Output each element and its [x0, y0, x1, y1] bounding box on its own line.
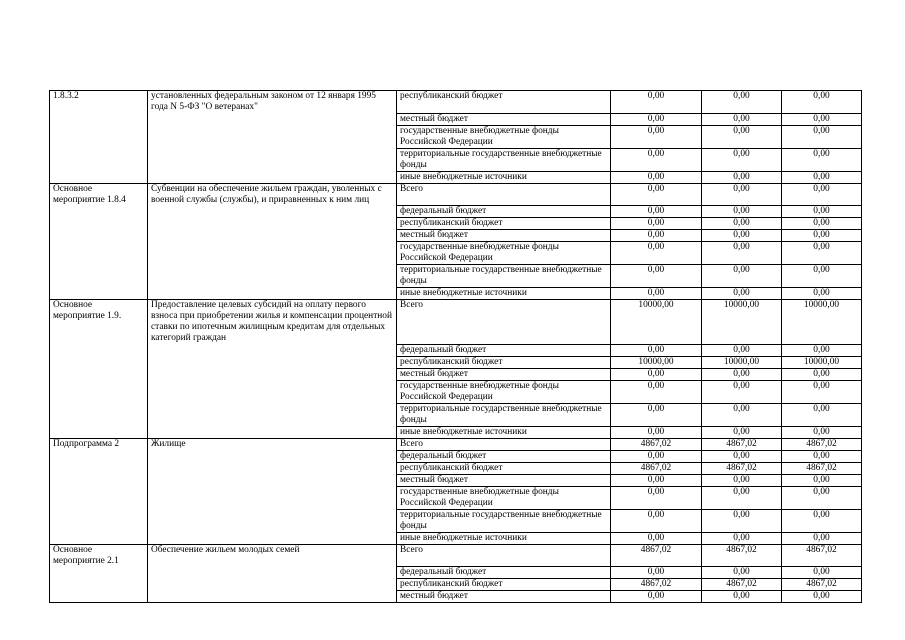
- program-title-cell: [148, 206, 397, 218]
- program-code-cell: Основное мероприятие 1.8.4: [50, 183, 148, 206]
- program-code-cell: [50, 403, 148, 426]
- amount-cell-1: 0,00: [611, 265, 702, 288]
- program-title-cell: [148, 148, 397, 171]
- amount-cell-2: 0,00: [702, 450, 782, 462]
- funding-source-cell: республиканский бюджет: [397, 91, 611, 114]
- table-row: [50, 300, 862, 345]
- program-title-cell: [148, 368, 397, 380]
- table-row: [50, 509, 862, 532]
- program-code-cell: [50, 125, 148, 148]
- amount-cell-1: 10000,00: [611, 356, 702, 368]
- amount-cell-1: 4867,02: [611, 579, 702, 591]
- amount-cell-2: 0,00: [702, 125, 782, 148]
- program-title-cell: [148, 403, 397, 426]
- program-title-cell: [148, 265, 397, 288]
- program-code-cell: [50, 148, 148, 171]
- funding-source-cell: государственные внебюджетные фонды Российской Федерации: [397, 486, 611, 509]
- amount-cell-1: 4867,02: [611, 544, 702, 567]
- funding-source-cell: территориальные государственные внебюджетные фонды: [397, 148, 611, 171]
- funding-source-cell: федеральный бюджет: [397, 206, 611, 218]
- table-row: [50, 450, 862, 462]
- program-code-cell: [50, 380, 148, 403]
- amount-cell-3: 0,00: [782, 380, 862, 403]
- program-title-cell: [148, 230, 397, 242]
- amount-cell-3: 0,00: [782, 242, 862, 265]
- amount-cell-3: 0,00: [782, 218, 862, 230]
- funding-source-cell: республиканский бюджет: [397, 462, 611, 474]
- amount-cell-2: 10000,00: [702, 300, 782, 345]
- amount-cell-3: 0,00: [782, 368, 862, 380]
- amount-cell-2: 4867,02: [702, 462, 782, 474]
- program-title-cell: [148, 474, 397, 486]
- funding-source-cell: республиканский бюджет: [397, 356, 611, 368]
- funding-source-cell: иные внебюджетные источники: [397, 171, 611, 183]
- funding-source-cell: государственные внебюджетные фонды Российской Федерации: [397, 242, 611, 265]
- amount-cell-3: 0,00: [782, 230, 862, 242]
- amount-cell-3: 0,00: [782, 183, 862, 206]
- program-code-cell: [50, 218, 148, 230]
- funding-source-cell: местный бюджет: [397, 591, 611, 603]
- program-code-cell: [50, 230, 148, 242]
- amount-cell-1: 0,00: [611, 218, 702, 230]
- program-code-cell: [50, 288, 148, 300]
- funding-source-cell: местный бюджет: [397, 230, 611, 242]
- amount-cell-3: 0,00: [782, 403, 862, 426]
- amount-cell-3: 0,00: [782, 206, 862, 218]
- amount-cell-2: 0,00: [702, 242, 782, 265]
- amount-cell-3: 10000,00: [782, 356, 862, 368]
- amount-cell-3: 0,00: [782, 486, 862, 509]
- amount-cell-3: 4867,02: [782, 544, 862, 567]
- program-title-cell: Обеспечение жильем молодых семей: [148, 544, 397, 567]
- program-title-cell: [148, 242, 397, 265]
- table-row: [50, 438, 862, 450]
- program-code-cell: Подпрограмма 2: [50, 438, 148, 450]
- funding-source-cell: Всего: [397, 300, 611, 345]
- amount-cell-3: 10000,00: [782, 300, 862, 345]
- amount-cell-3: 0,00: [782, 91, 862, 114]
- table-row: [50, 380, 862, 403]
- amount-cell-2: 0,00: [702, 380, 782, 403]
- program-code-cell: [50, 426, 148, 438]
- amount-cell-2: 4867,02: [702, 544, 782, 567]
- program-code-cell: 1.8.3.2: [50, 91, 148, 114]
- table-row: [50, 591, 862, 603]
- amount-cell-1: 0,00: [611, 344, 702, 356]
- program-code-cell: [50, 532, 148, 544]
- amount-cell-2: 0,00: [702, 403, 782, 426]
- amount-cell-1: 10000,00: [611, 300, 702, 345]
- amount-cell-3: 0,00: [782, 288, 862, 300]
- program-title-cell: [148, 344, 397, 356]
- amount-cell-1: 0,00: [611, 288, 702, 300]
- funding-source-cell: федеральный бюджет: [397, 567, 611, 579]
- table-row: [50, 474, 862, 486]
- amount-cell-2: 0,00: [702, 368, 782, 380]
- amount-cell-2: 0,00: [702, 486, 782, 509]
- table-row: [50, 356, 862, 368]
- amount-cell-1: 0,00: [611, 426, 702, 438]
- program-code-cell: [50, 242, 148, 265]
- funding-source-cell: Всего: [397, 183, 611, 206]
- program-code-cell: [50, 368, 148, 380]
- funding-source-cell: государственные внебюджетные фонды Российской Федерации: [397, 125, 611, 148]
- amount-cell-3: 4867,02: [782, 462, 862, 474]
- amount-cell-2: 4867,02: [702, 438, 782, 450]
- amount-cell-3: 4867,02: [782, 438, 862, 450]
- funding-source-cell: федеральный бюджет: [397, 344, 611, 356]
- table-body: [50, 91, 862, 603]
- funding-source-cell: государственные внебюджетные фонды Российской Федерации: [397, 380, 611, 403]
- program-code-cell: [50, 579, 148, 591]
- amount-cell-1: 0,00: [611, 125, 702, 148]
- program-title-cell: [148, 125, 397, 148]
- amount-cell-1: 4867,02: [611, 462, 702, 474]
- amount-cell-1: 0,00: [611, 403, 702, 426]
- program-title-cell: установленных федеральным законом от 12 января 1995 года N 5-ФЗ "О ветеранах": [148, 91, 397, 114]
- amount-cell-2: 0,00: [702, 113, 782, 125]
- amount-cell-1: 0,00: [611, 171, 702, 183]
- program-code-cell: [50, 474, 148, 486]
- amount-cell-3: 0,00: [782, 474, 862, 486]
- amount-cell-2: 0,00: [702, 148, 782, 171]
- table-row: [50, 230, 862, 242]
- program-code-cell: [50, 567, 148, 579]
- program-title-cell: [148, 509, 397, 532]
- amount-cell-2: 4867,02: [702, 579, 782, 591]
- table-row: [50, 265, 862, 288]
- amount-cell-3: 0,00: [782, 171, 862, 183]
- table-row: [50, 426, 862, 438]
- amount-cell-2: 0,00: [702, 567, 782, 579]
- table-row: [50, 125, 862, 148]
- funding-source-cell: местный бюджет: [397, 113, 611, 125]
- amount-cell-3: 0,00: [782, 567, 862, 579]
- amount-cell-3: 0,00: [782, 450, 862, 462]
- program-title-cell: [148, 567, 397, 579]
- program-title-cell: [148, 591, 397, 603]
- amount-cell-1: 0,00: [611, 380, 702, 403]
- program-title-cell: Субвенции на обеспечение жильем граждан, уволенных с военной службы (службы), и приравненных к ним лиц: [148, 183, 397, 206]
- table-row: [50, 206, 862, 218]
- amount-cell-1: 4867,02: [611, 438, 702, 450]
- funding-source-cell: территориальные государственные внебюджетные фонды: [397, 265, 611, 288]
- amount-cell-2: 0,00: [702, 288, 782, 300]
- amount-cell-3: 0,00: [782, 148, 862, 171]
- table-row: [50, 486, 862, 509]
- amount-cell-1: 0,00: [611, 532, 702, 544]
- amount-cell-2: 0,00: [702, 171, 782, 183]
- program-code-cell: Основное мероприятие 1.9.: [50, 300, 148, 345]
- amount-cell-3: 0,00: [782, 265, 862, 288]
- amount-cell-3: 0,00: [782, 532, 862, 544]
- program-code-cell: [50, 206, 148, 218]
- funding-source-cell: иные внебюджетные источники: [397, 532, 611, 544]
- program-title-cell: [148, 486, 397, 509]
- table-row: [50, 148, 862, 171]
- program-code-cell: [50, 486, 148, 509]
- program-title-cell: [148, 171, 397, 183]
- program-title-cell: [148, 450, 397, 462]
- funding-source-cell: Всего: [397, 544, 611, 567]
- program-code-cell: [50, 462, 148, 474]
- amount-cell-3: 0,00: [782, 426, 862, 438]
- amount-cell-1: 0,00: [611, 486, 702, 509]
- amount-cell-2: 10000,00: [702, 356, 782, 368]
- amount-cell-1: 0,00: [611, 91, 702, 114]
- funding-source-cell: местный бюджет: [397, 474, 611, 486]
- funding-source-cell: территориальные государственные внебюджетные фонды: [397, 509, 611, 532]
- amount-cell-2: 0,00: [702, 183, 782, 206]
- table-row: [50, 344, 862, 356]
- table-row: [50, 403, 862, 426]
- table-row: [50, 218, 862, 230]
- program-title-cell: [148, 579, 397, 591]
- program-code-cell: [50, 344, 148, 356]
- amount-cell-1: 0,00: [611, 113, 702, 125]
- amount-cell-2: 0,00: [702, 91, 782, 114]
- program-code-cell: Основное мероприятие 2.1: [50, 544, 148, 567]
- table-row: [50, 567, 862, 579]
- program-code-cell: [50, 591, 148, 603]
- amount-cell-2: 0,00: [702, 344, 782, 356]
- funding-source-cell: Всего: [397, 438, 611, 450]
- program-code-cell: [50, 113, 148, 125]
- amount-cell-2: 0,00: [702, 206, 782, 218]
- amount-cell-1: 0,00: [611, 450, 702, 462]
- program-title-cell: [148, 462, 397, 474]
- program-title-cell: [148, 218, 397, 230]
- amount-cell-1: 0,00: [611, 148, 702, 171]
- program-title-cell: Предоставление целевых субсидий на оплату первого взноса при приобретении жилья и компенсации процентной ставки по ипотечным жилищным кредитам для отдельных категорий граждан: [148, 300, 397, 345]
- amount-cell-1: 0,00: [611, 368, 702, 380]
- amount-cell-3: 0,00: [782, 113, 862, 125]
- amount-cell-1: 0,00: [611, 591, 702, 603]
- table-row: [50, 242, 862, 265]
- amount-cell-1: 0,00: [611, 183, 702, 206]
- amount-cell-1: 0,00: [611, 242, 702, 265]
- program-code-cell: [50, 171, 148, 183]
- program-title-cell: [148, 380, 397, 403]
- amount-cell-2: 0,00: [702, 591, 782, 603]
- table-row: [50, 91, 862, 114]
- amount-cell-2: 0,00: [702, 265, 782, 288]
- funding-source-cell: территориальные государственные внебюджетные фонды: [397, 403, 611, 426]
- amount-cell-3: 0,00: [782, 509, 862, 532]
- amount-cell-3: 4867,02: [782, 579, 862, 591]
- program-title-cell: [148, 426, 397, 438]
- table-row: [50, 113, 862, 125]
- funding-source-cell: иные внебюджетные источники: [397, 426, 611, 438]
- funding-source-cell: местный бюджет: [397, 368, 611, 380]
- table-row: [50, 368, 862, 380]
- program-code-cell: [50, 356, 148, 368]
- amount-cell-2: 0,00: [702, 532, 782, 544]
- table-row: [50, 462, 862, 474]
- table-row: [50, 532, 862, 544]
- program-title-cell: [148, 356, 397, 368]
- amount-cell-2: 0,00: [702, 426, 782, 438]
- amount-cell-2: 0,00: [702, 218, 782, 230]
- table-row: [50, 544, 862, 567]
- budget-table: [49, 90, 862, 603]
- funding-source-cell: республиканский бюджет: [397, 579, 611, 591]
- amount-cell-1: 0,00: [611, 567, 702, 579]
- program-title-cell: [148, 113, 397, 125]
- amount-cell-1: 0,00: [611, 474, 702, 486]
- funding-source-cell: иные внебюджетные источники: [397, 288, 611, 300]
- table-row: [50, 579, 862, 591]
- amount-cell-3: 0,00: [782, 125, 862, 148]
- table-row: [50, 183, 862, 206]
- program-code-cell: [50, 450, 148, 462]
- table-row: [50, 171, 862, 183]
- funding-source-cell: федеральный бюджет: [397, 450, 611, 462]
- amount-cell-2: 0,00: [702, 509, 782, 532]
- program-code-cell: [50, 509, 148, 532]
- program-title-cell: Жилище: [148, 438, 397, 450]
- amount-cell-1: 0,00: [611, 206, 702, 218]
- amount-cell-1: 0,00: [611, 509, 702, 532]
- program-title-cell: [148, 532, 397, 544]
- amount-cell-2: 0,00: [702, 230, 782, 242]
- amount-cell-3: 0,00: [782, 591, 862, 603]
- amount-cell-1: 0,00: [611, 230, 702, 242]
- funding-source-cell: республиканский бюджет: [397, 218, 611, 230]
- amount-cell-2: 0,00: [702, 474, 782, 486]
- program-title-cell: [148, 288, 397, 300]
- amount-cell-3: 0,00: [782, 344, 862, 356]
- table-row: [50, 288, 862, 300]
- program-code-cell: [50, 265, 148, 288]
